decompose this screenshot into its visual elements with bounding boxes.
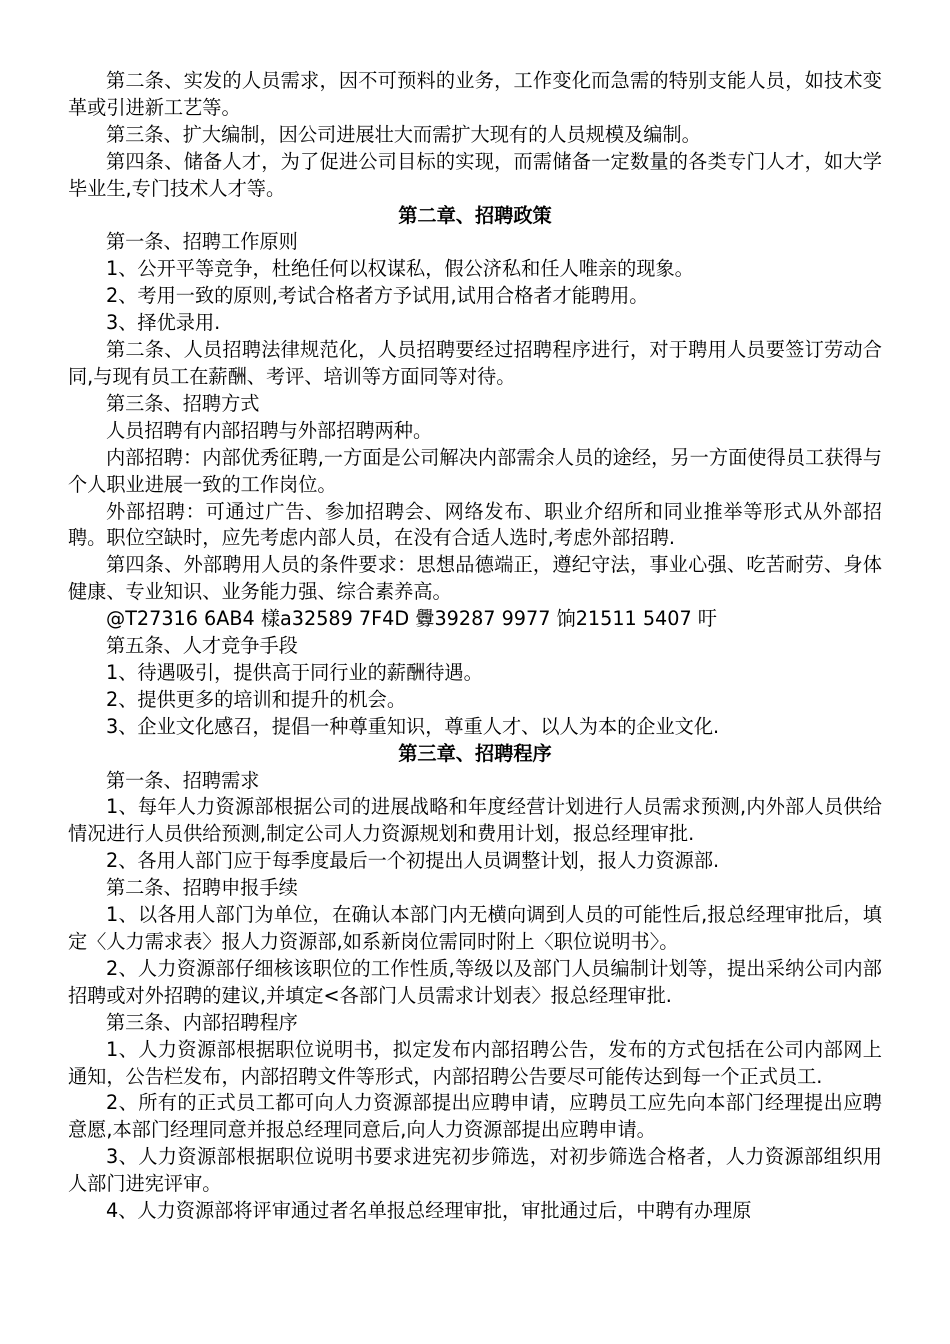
paragraph: 2、各用人部门应于每季度最后一个初提出人员调整计划，报人力资源部. bbox=[106, 849, 720, 873]
paragraph: 2、所有的正式员工都可向人力资源部提出应聘申请，应聘员工应先向本部门经理提出应聘意愿,本部门经理同意并报总经理同意后,向人力资源部提出应聘申请。 bbox=[68, 1091, 882, 1142]
paragraph: 1、公开平等竞争，杜绝任何以权谋私，假公济私和任人唯亲的现象。 bbox=[106, 257, 694, 281]
paragraph: 第二条、人员招聘法律规范化，人员招聘要经过招聘程序进行，对于聘用人员要签订劳动合同,与现有员工在薪酬、考评、培训等方面同等对待。 bbox=[68, 338, 882, 388]
paragraph: 第二条、招聘申报手续 bbox=[106, 876, 298, 900]
garbled-code-line: @T27316 6AB4 樣a32589 7F4D 釁39287 9977 饷21511 5407 吁 bbox=[106, 607, 717, 631]
paragraph: 第五条、人才竞争手段 bbox=[106, 634, 298, 658]
document-page bbox=[68, 68, 882, 1225]
paragraph: 第四条、储备人才，为了促进公司目标的实现，而需储备一定数量的各类专门人才，如大学毕业生,专门技术人才等。 bbox=[68, 149, 882, 200]
paragraph: 1、人力资源部根据职位说明书，拟定发布内部招聘公告，发布的方式包括在公司内部网上通知，公告栏发布，内部招聘文件等形式，内部招聘公告要尽可能传达到每一个正式员工. bbox=[68, 1037, 882, 1088]
paragraph: 内部招聘：内部优秀征聘,一方面是公司解决内部需余人员的途经，另一方面使得员工获得与个人职业进展一致的工作岗位。 bbox=[68, 445, 882, 496]
paragraph: 1、每年人力资源部根据公司的进展战略和年度经营计划进行人员需求预测,内外部人员供给情况进行人员供给预测,制定公司人力资源规划和费用计划，报总经理审批. bbox=[68, 795, 882, 846]
paragraph: 第二条、实发的人员需求，因不可预料的业务，工作变化而急需的特别支能人员，如技术变革或引进新工艺等。 bbox=[68, 69, 882, 119]
paragraph: 2、提供更多的培训和提升的机会。 bbox=[106, 687, 407, 711]
paragraph: 第一条、招聘需求 bbox=[106, 768, 260, 792]
paragraph: 2、人力资源部仔细核该职位的工作性质,等级以及部门人员编制计划等，提出采纳公司内部招聘或对外招聘的建议,并填定<各部门人员需求计划表〉报总经理审批. bbox=[68, 956, 882, 1007]
paragraph: 1、待遇吸引，提供高于同行业的薪酬待遇。 bbox=[106, 660, 483, 684]
paragraph: 1、以各用人部门为单位，在确认本部门内无横向调到人员的可能性后,报总经理审批后，填定〈人力需求表〉报人力资源部,如系新岗位需同时附上〈职位说明书〉。 bbox=[68, 903, 882, 953]
paragraph: 3、人力资源部根据职位说明书要求进宪初步筛选，对初步筛选合格者，人力资源部组织用人部门进宪评审。 bbox=[68, 1145, 882, 1196]
paragraph: 外部招聘：可通过广告、参加招聘会、网络发布、职业介绍所和同业推举等形式从外部招聘。职位空缺时，应先考虑内部人员，在没有合适人选时,考虑外部招聘. bbox=[68, 499, 882, 550]
paragraph: 第一条、招聘工作原则 bbox=[106, 230, 298, 254]
paragraph: 4、人力资源部将评审通过者名单报总经理审批，审批通过后，中聘有办理原 bbox=[106, 1199, 752, 1223]
paragraph: 2、考用一致的原则,考试合格者方予试用,试用合格者才能聘用。 bbox=[106, 284, 649, 308]
paragraph: 3、企业文化感召，提倡一种尊重知识，尊重人才、以人为本的企业文化. bbox=[106, 714, 720, 738]
chapter-heading: 第三章、招聘程序 bbox=[398, 741, 552, 765]
paragraph: 第三条、内部招聘程序 bbox=[106, 1010, 298, 1034]
paragraph: 3、择优录用. bbox=[106, 311, 221, 335]
paragraph: 第三条、扩大编制，因公司进展壮大而需扩大现有的人员规模及编制。 bbox=[106, 122, 701, 146]
paragraph: 人员招聘有内部招聘与外部招聘两种。 bbox=[106, 418, 433, 442]
paragraph: 第三条、招聘方式 bbox=[106, 391, 260, 415]
chapter-heading: 第二章、招聘政策 bbox=[398, 203, 552, 227]
paragraph: 第四条、外部聘用人员的条件要求：思想品德端正，遵纪守法，事业心强、吃苦耐劳、身体健康、专业知识、业务能力强、综合素养高。 bbox=[68, 553, 882, 604]
